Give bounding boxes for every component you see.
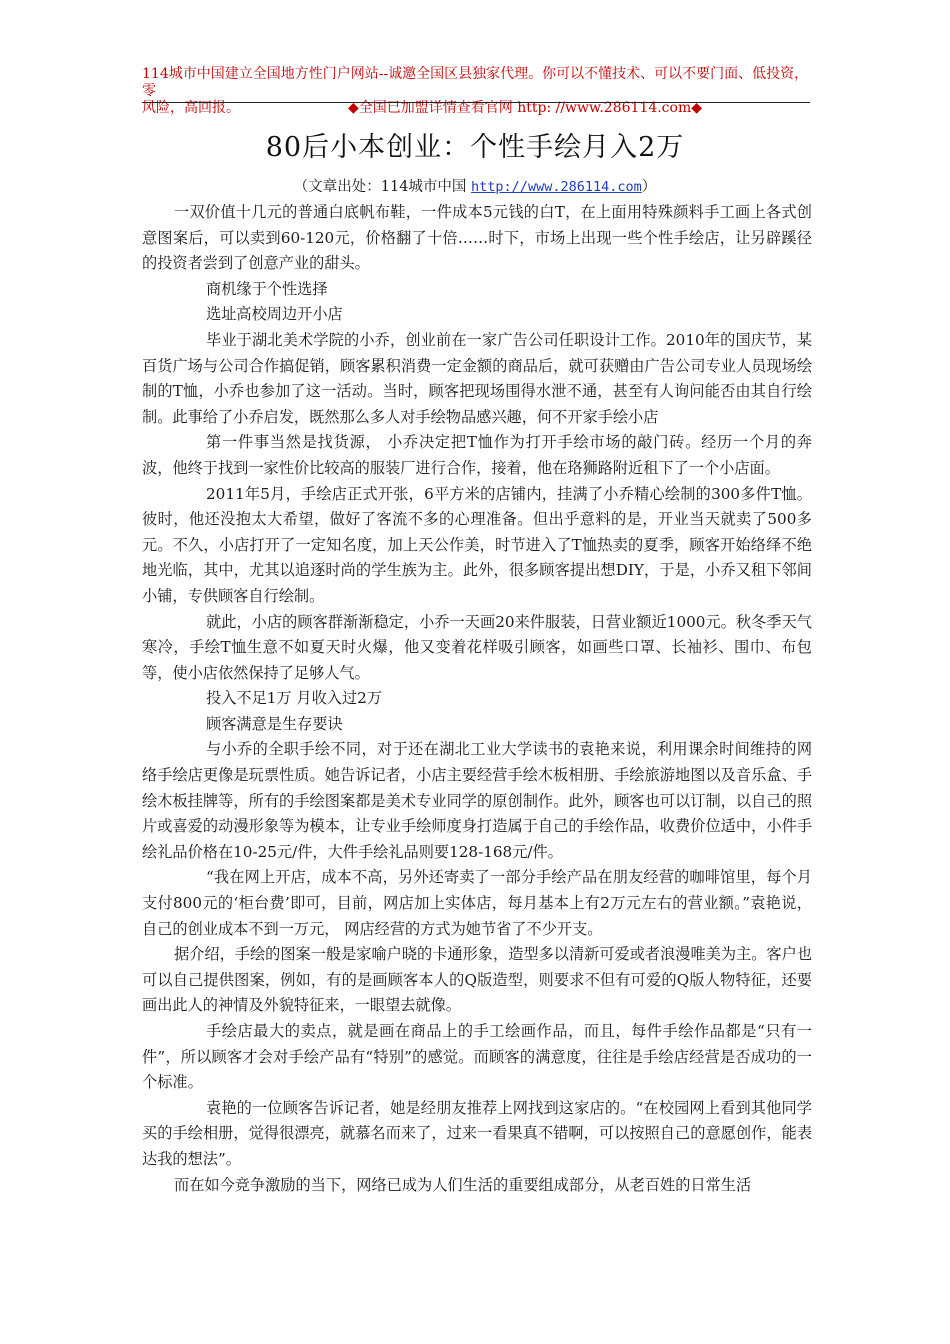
source-link[interactable]: http://www.286114.com xyxy=(471,179,642,195)
paragraph: 手绘店最大的卖点，就是画在商品上的手工绘画作品，而且，每件手绘作品都是“只有一件”，所以顾客才会对手绘产品有“特别”的感觉。而顾客的满意度，往往是手绘店经营是否成功的一个标准。 xyxy=(142,1022,812,1092)
header-promo-line-1: 114城市中国建立全国地方性门户网站--诚邀全国区县独家代理。你可以不懂技术、可以不要门面、低投资，零 xyxy=(142,66,809,99)
paragraph: 毕业于湖北美术学院的小乔，创业前在一家广告公司任职设计工作。2010年的国庆节，某百货广场与公司合作搞促销，顾客累积消费一定金额的商品后，就可获赠由广告公司专业人员现场绘制的T恤，小乔也参加了这一活动。当时，顾客把现场围得水泄不通，甚至有人询问能否由其自行绘制。此事给了小乔启发，既然那么多人对手绘物品感兴趣，何不开家手绘小店 xyxy=(142,330,812,426)
source-prefix: （文章出处：114城市中国 xyxy=(293,179,472,195)
paragraph-continued: 而在如今竞争激励的当下，网络已成为人们生活的重要组成部分，从老百姓的日常生活 xyxy=(174,1175,752,1194)
paragraph: 2011年5月，手绘店正式开张，6平方米的店铺内，挂满了小乔精心绘制的300多件T恤。彼时，他还没抱太大希望，做好了客流不多的心理准备。但出乎意料的是，开业当天就卖了500多元。不久，小店打开了一定知名度，加上天公作美，时节进入了T恤热卖的夏季，顾客开始络绎不绝地光临，其中，尤其以追逐时尚的学生族为主。此外，很多顾客提出想DIY，于是，小乔又租下邻间小铺，专供顾客自行绘制。 xyxy=(142,484,812,605)
paragraph: 据介绍，手绘的图案一般是家喻户晓的卡通形象，造型多以清新可爱或者浪漫唯美为主。客户也可以自己提供图案，例如，有的是画顾客本人的Q版造型，则要求不但有可爱的Q版人物特征，还要画出此人的神情及外貌特征来，一眼望去就像。 xyxy=(142,945,812,1015)
section-heading: 商机缘于个性选择 xyxy=(206,279,328,298)
header-divider xyxy=(142,102,810,103)
paragraph: 与小乔的全职手绘不同，对于还在湖北工业大学读书的袁艳来说，利用课余时间维持的网络手绘店更像是玩票性质。她告诉记者，小店主要经营手绘木板相册、手绘旅游地图以及音乐盒、手绘木板挂牌等，所有的手绘图案都是美术专业同学的原创制作。此外，顾客也可以订制，以自己的照片或喜爱的动漫形象等为模本，让专业手绘师度身打造属于自己的手绘作品，收费价位适中，小件手绘礼品价格在10-25元/件，大件手绘礼品则要128-168元/件。 xyxy=(142,740,812,861)
section-subheading: 顾客满意是生存要诀 xyxy=(206,714,343,733)
paragraph: 袁艳的一位顾客告诉记者，她是经朋友推荐上网找到这家店的。“在校园网上看到其他同学买的手绘相册，觉得很漂亮，就慕名而来了，过来一看果真不错啊，可以按照自己的意愿创作，能表达我的想法”。 xyxy=(142,1098,812,1168)
header-website-link[interactable]: ◆全国已加盟详情查看官网 http: //www.286114.com◆ xyxy=(348,100,702,116)
paragraph-intro: 一双价值十几元的普通白底帆布鞋，一件成本5元钱的白T，在上面用特殊颜料手工画上各式创意图案后，可以卖到60-120元，价格翻了十倍……时下，市场上出现一些个性手绘店，让另辟蹊径的投资者尝到了创意产业的甜头。 xyxy=(142,203,812,273)
article-source xyxy=(0,176,950,198)
page-header xyxy=(142,66,814,117)
paragraph: 第一件事当然是找货源， 小乔决定把T恤作为打开手绘市场的敲门砖。经历一个月的奔波，他终于找到一家性价比较高的服装厂进行合作，接着，他在珞狮路附近租下了一个小店面。 xyxy=(142,433,812,477)
header-promo-tail: 风险，高回报。 xyxy=(142,100,240,116)
source-suffix: ） xyxy=(641,179,657,195)
article-title: 80后小本创业：个性手绘月入2万 xyxy=(265,132,685,163)
article-body xyxy=(142,200,812,1198)
section-subheading: 选址高校周边开小店 xyxy=(206,305,343,324)
paragraph: 就此，小店的顾客群渐渐稳定，小乔一天画20来件服装，日营业额近1000元。秋冬季天气寒冷，手绘T恤生意不如夏天时火爆，他又变着花样吸引顾客，如画些口罩、长袖衫、围巾、布包等，使小店依然保持了足够人气。 xyxy=(142,612,812,682)
paragraph-quote: “我在网上开店，成本不高，另外还寄卖了一部分手绘产品在朋友经营的咖啡馆里，每个月支付800元的‘柜台费’即可，目前，网店加上实体店，每月基本上有2万元左右的营业额。”袁艳说，自己的创业成本不到一万元， 网店经营的方式为她节省了不少开支。 xyxy=(142,868,812,938)
section-heading: 投入不足1万 月收入过2万 xyxy=(206,689,383,708)
